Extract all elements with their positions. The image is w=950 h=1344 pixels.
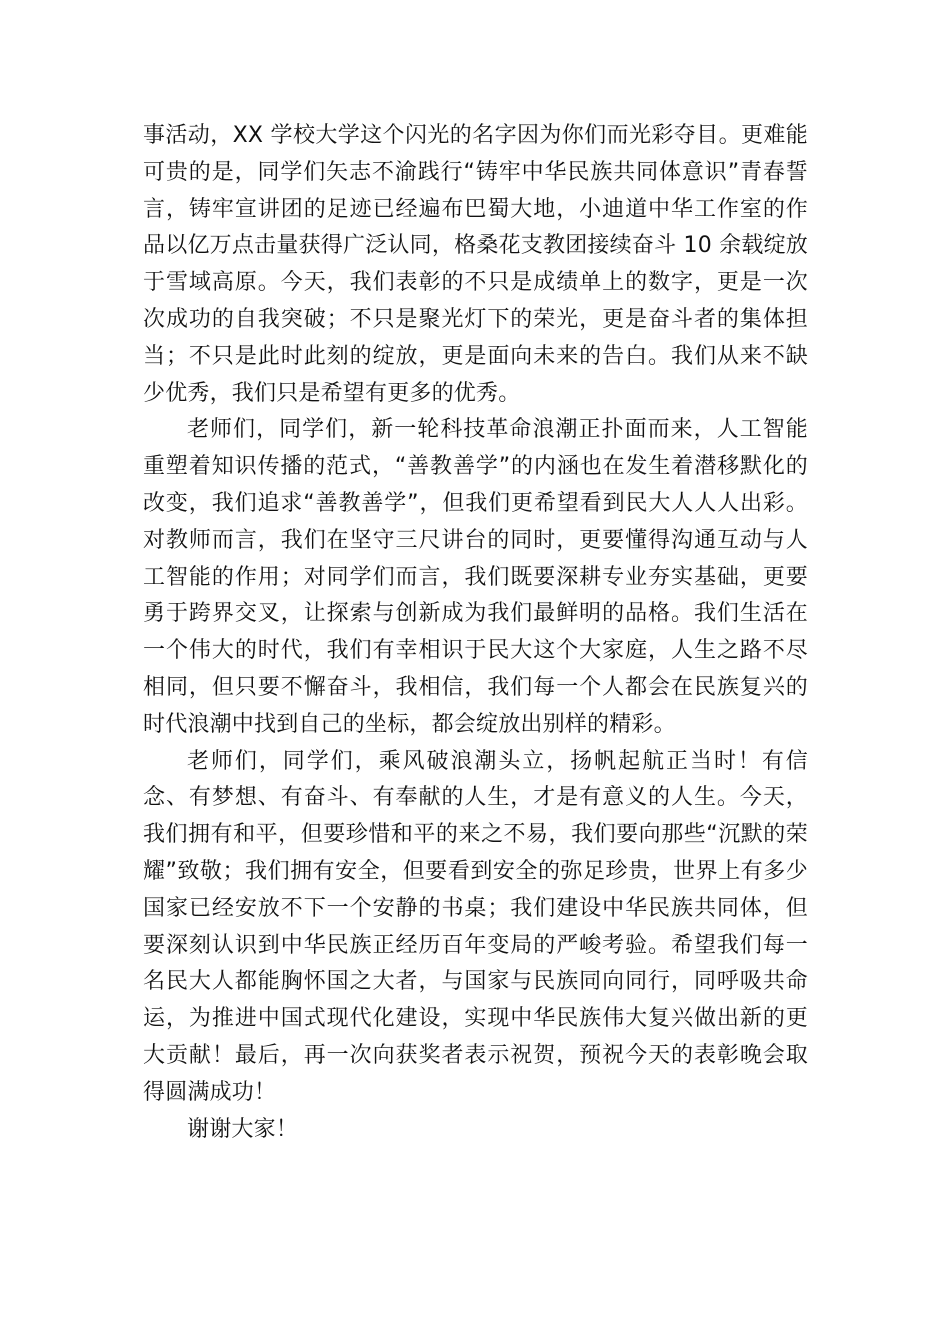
paragraph-technology: 老师们，同学们，新一轮科技革命浪潮正扑面而来，人工智能重塑着知识传播的范式，“善教善学”的内涵也在发生着潜移默化的改变，我们追求“善教善学”，但我们更希望看到民大人人人出彩。对教师而言，我们在坚守三尺讲台的同时，更要懂得沟通互动与人工智能的作用；对同学们而言，我们既要深耕专业夯实基础，更要勇于跨界交叉，让探索与创新成为我们最鲜明的品格。我们生活在一个伟大的时代，我们有幸相识于民大这个大家庭，人生之路不尽相同，但只要不懈奋斗，我相信，我们每一个人都会在民族复兴的时代浪潮中找到自己的坐标，都会绽放出别样的精彩。 xyxy=(143,417,808,737)
document-body xyxy=(143,118,808,1148)
paragraph-aspiration: 老师们，同学们，乘风破浪潮头立，扬帆起航正当时！有信念、有梦想、有奋斗、有奉献的人生，才是有意义的人生。今天，我们拥有和平，但要珍惜和平的来之不易，我们要向那些“沉默的荣耀”致敬；我们拥有安全，但要看到安全的弥足珍贵，世界上有多少国家已经安放不下一个安静的书桌；我们建设中华民族共同体，但要深刻认识到中华民族正经历百年变局的严峻考验。希望我们每一名民大人都能胸怀国之大者，与国家与民族同向同行，同呼吸共命运，为推进中国式现代化建设，实现中华民族伟大复兴做出新的更大贡献！最后，再一次向获奖者表示祝贺，预祝今天的表彰晚会取得圆满成功！ xyxy=(143,748,808,1105)
paragraph-closing-thanks: 谢谢大家！ xyxy=(187,1116,299,1142)
paragraph-continuation: 事活动，XX 学校大学这个闪光的名字因为你们而光彩夺目。更难能可贵的是，同学们矢志不渝践行“铸牢中华民族共同体意识”青春誓言，铸牢宣讲团的足迹已经遍布巴蜀大地，小迪道中华工作室的作品以亿万点击量获得广泛认同，格桑花支教团接续奋斗 10 余载绽放于雪域高原。今天，我们表彰的不只是成绩单上的数字，更是一次次成功的自我突破；不只是聚光灯下的荣光，更是奋斗者的集体担当；不只是此时此刻的绽放，更是面向未来的告白。我们从来不缺少优秀，我们只是希望有更多的优秀。 xyxy=(143,123,808,406)
